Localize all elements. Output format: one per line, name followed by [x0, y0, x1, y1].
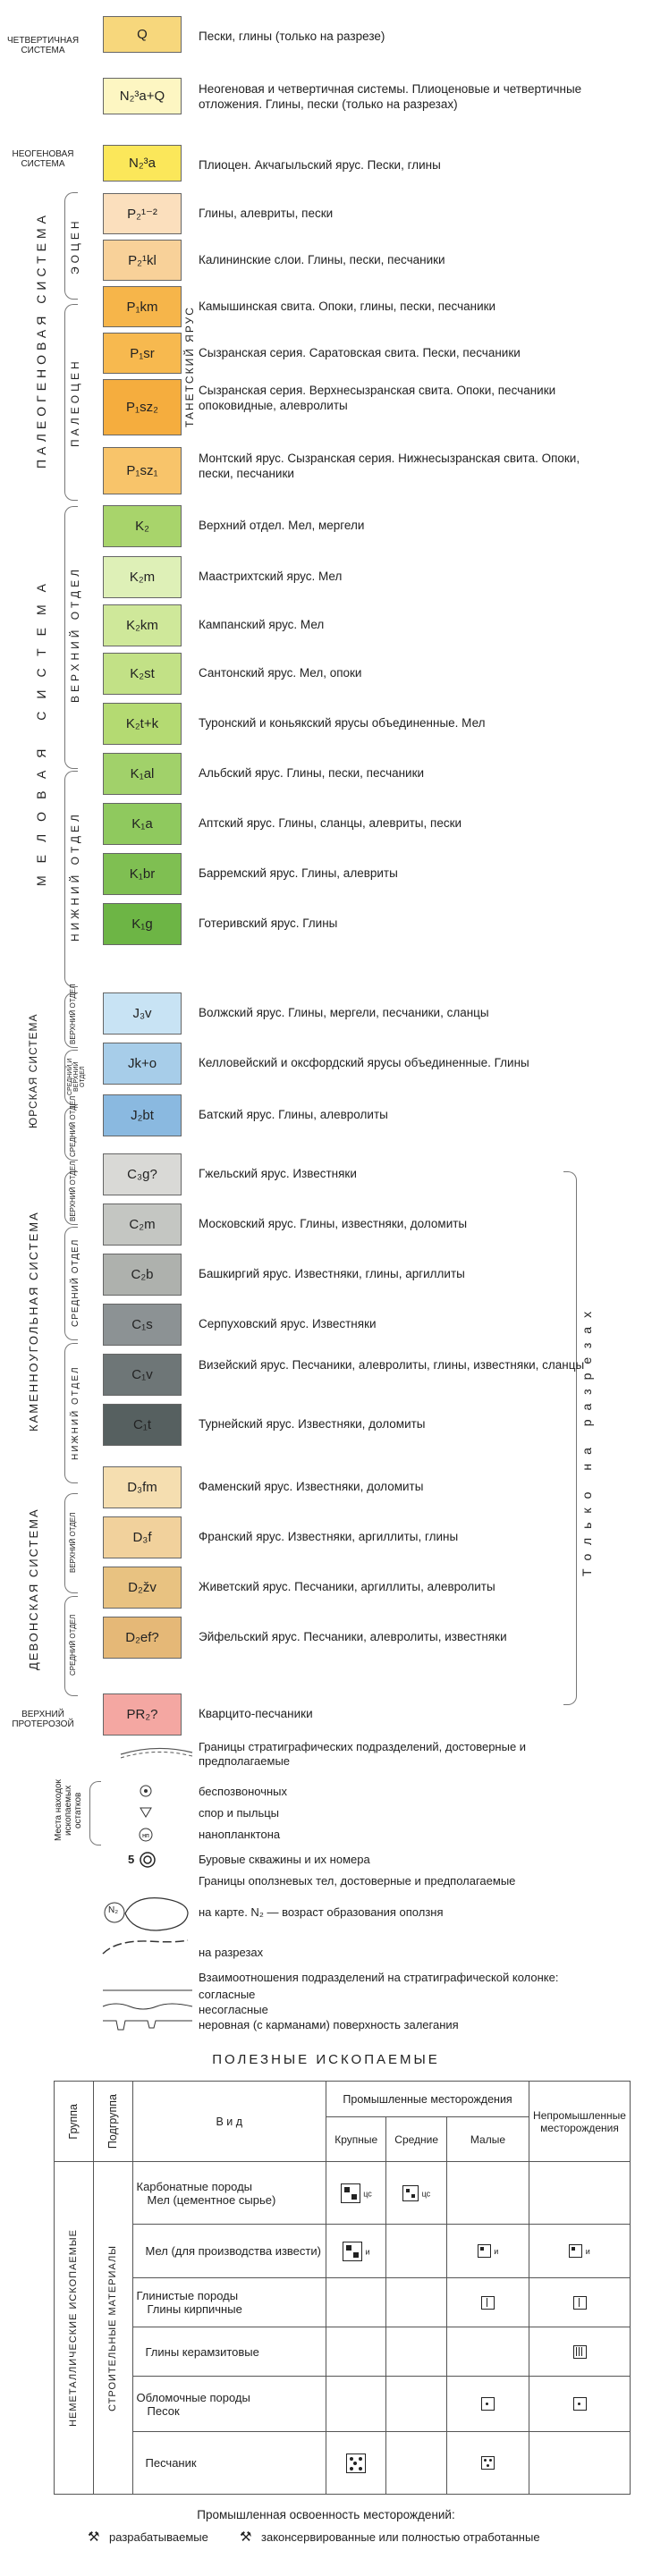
unit-description: Туронский и коньякский ярусы объединенные. Мел — [199, 716, 486, 730]
label-sandstone: Песчаник — [132, 2432, 326, 2495]
keramzit-clay-icon — [573, 2345, 587, 2359]
col-small: Малые — [446, 2117, 529, 2162]
legend-boundaries: Границы стратиграфических подразделений, достоверные и предполагаемые — [199, 1740, 527, 1768]
col-medium: Средние — [386, 2117, 446, 2162]
spores-icon — [139, 1805, 153, 1820]
invertebrates-icon — [139, 1784, 153, 1798]
dept-c-lower: НИЖНИЙ ОТДЕЛ — [71, 1365, 80, 1460]
unit-description: Монтский ярус. Сызранская серия. Нижнесызранская свита. Опоки, пески, песчаники — [199, 452, 580, 480]
brick-clay-icon — [573, 2296, 587, 2310]
bracket-only-sections — [563, 1171, 577, 1705]
unit-code-box: C₃g? — [103, 1153, 182, 1195]
label-clastic: Обломочные породы — [136, 2390, 250, 2404]
label-brick-clay: Глины кирпичные — [147, 2302, 242, 2316]
legend-unconformable: несогласные — [199, 2003, 268, 2016]
unit-description: Сантонский ярус. Мел, опоки — [199, 666, 362, 680]
legend-on-sections: на разрезах — [199, 1946, 264, 1959]
unit-code-box: C₂m — [103, 1204, 182, 1246]
cell-large-cement — [326, 2162, 386, 2225]
unit-code-box: P₂¹kl — [103, 240, 182, 281]
unit-description: Альбский ярус. Глины, пески, песчаники — [199, 766, 425, 780]
cell-nonind-sand — [529, 2377, 631, 2432]
unit-description: Волжский ярус. Глины, мергели, песчаники, сланцы — [199, 1006, 489, 1019]
unit-code-box: K₂ — [103, 505, 182, 547]
legend-nanoplankton: нанопланктона — [199, 1828, 281, 1841]
unit-code-box: P₁sz₂ — [103, 379, 182, 435]
legend-boreholes: Буровые скважины и их номера — [199, 1853, 370, 1866]
col-kind: В и д — [132, 2082, 326, 2162]
unit-description: Живетский ярус. Песчаники, аргиллиты, алевролиты — [199, 1580, 495, 1593]
large-deposit-icon — [341, 2183, 360, 2203]
sandstone-icon — [481, 2456, 495, 2470]
unit-code-box: K₂st — [103, 653, 182, 695]
system-jurassic: ЮРСКАЯ СИСТЕМА — [27, 1013, 39, 1128]
cell-medium-cement — [386, 2162, 446, 2225]
unit-code-box: C₁v — [103, 1354, 182, 1396]
unit-description: Московский ярус. Глины, известняки, доломиты — [199, 1217, 468, 1230]
system-cretaceous: МЕЛОВАЯ СИСТЕМА — [34, 571, 48, 886]
unit-description: Кварцито-песчаники — [199, 1707, 313, 1720]
unit-description: Аптский ярус. Глины, сланцы, алевриты, пески — [199, 816, 462, 830]
row-chalk-cement — [132, 2162, 326, 2225]
unit-code-box: PR₂? — [103, 1693, 182, 1736]
unit-description: Барремский ярус. Глины, алевриты — [199, 866, 398, 880]
unit-description: Камышинская свита. Опоки, глины, пески, песчаники — [199, 300, 496, 313]
dept-eocene: ЭОЦЕН — [69, 217, 81, 274]
cell-small-lime — [446, 2225, 529, 2278]
cell-small-sand — [446, 2377, 529, 2432]
sandstone-icon — [346, 2454, 366, 2473]
dept-k-upper: ВЕРХНИЙ ОТДЕЛ — [69, 566, 81, 704]
dept-k-lower: НИЖНИЙ ОТДЕЛ — [69, 811, 81, 942]
col-industrial: Промышленные месторождения — [326, 2082, 529, 2117]
system-paleogene: ПАЛЕОГЕНОВАЯ СИСТЕМА — [34, 211, 48, 469]
unit-description: Маастрихтский ярус. Мел — [199, 570, 343, 583]
unit-description: Верхний отдел. Мел, мергели — [199, 519, 365, 532]
landslide-section-icon — [98, 1936, 197, 1958]
nonindustrial-deposit-icon — [569, 2244, 582, 2258]
row-brick-clay — [132, 2278, 326, 2327]
dept-d-middle: СРЕДНИЙ ОТДЕЛ — [69, 1614, 77, 1677]
col-large: Крупные — [326, 2117, 386, 2162]
tag-cs-2: цс — [421, 2188, 431, 2198]
unit-code-box: K₁al — [103, 753, 182, 795]
dept-c-upper: ВЕРХНИЙ ОТДЕЛ — [69, 1161, 77, 1221]
unit-description: Серпуховский ярус. Известняки — [199, 1317, 377, 1330]
unit-code-box: D₂ef? — [103, 1617, 182, 1659]
unit-description: Турнейский ярус. Известняки, доломиты — [199, 1417, 426, 1431]
system-quaternary: ЧЕТВЕРТИЧНАЯ СИСТЕМА — [7, 36, 80, 55]
dept-paleocene: ПАЛЕОЦЕН — [69, 358, 81, 447]
label-clay: Глинистые породы — [136, 2289, 239, 2302]
unit-code-box: Q — [103, 16, 182, 53]
brick-clay-icon — [481, 2296, 495, 2310]
system-proterozoic: ВЕРХНИЙ ПРОТЕРОЗОЙ — [12, 1710, 74, 1729]
cell-large-sandstone — [326, 2432, 386, 2495]
unit-code-box: K₂t+k — [103, 703, 182, 745]
unit-code-box: Jk+o — [103, 1043, 182, 1085]
mothballed-icon: ⚒ — [240, 2530, 252, 2545]
subgroup-name: СТРОИТЕЛЬНЫЕ МАТЕРИАЛЫ — [107, 2244, 119, 2411]
unit-code-box: D₂žv — [103, 1567, 182, 1609]
unit-code-box: P₂¹⁻² — [103, 193, 182, 234]
large-deposit-icon — [343, 2242, 362, 2261]
unit-code-box: K₁g — [103, 903, 182, 945]
dept-thanetian: ТАНЕТСКИЙ ЯРУС — [183, 306, 196, 427]
unit-description: Готеривский ярус. Глины — [199, 916, 338, 930]
dept-j-upper: ВЕРХНИЙ ОТДЕЛ — [69, 984, 77, 1044]
cell-nonind-brick — [529, 2278, 631, 2327]
boundary-line-icon — [116, 1742, 197, 1760]
developed-icon: ⚒ — [88, 2530, 100, 2545]
tag-cs: цс — [363, 2188, 372, 2198]
unit-description: Гжельский ярус. Известняки — [199, 1167, 357, 1180]
unit-description: Калининские слои. Глины, пески, песчаники — [199, 253, 445, 266]
borehole-icon — [139, 1851, 157, 1869]
mothballed-label: законсервированные или полностью отработанные — [261, 2530, 540, 2544]
unit-description: Плиоцен. Акчагыльский ярус. Пески, глины — [199, 158, 441, 172]
label-keramzit: Глины керамзитовые — [132, 2327, 326, 2377]
unit-description: Пески, глины (только на разрезе) — [199, 30, 385, 43]
unit-description: Эйфельский ярус. Песчаники, алевролиты, известняки — [199, 1630, 507, 1643]
legend-fossil-title: Места находок ископаемых остатков — [54, 1779, 83, 1842]
relations-icon — [98, 1983, 197, 2037]
system-devonian: ДЕВОНСКАЯ СИСТЕМА — [27, 1508, 40, 1671]
label-sand: Песок — [147, 2403, 180, 2418]
unit-code-box: D₃fm — [103, 1466, 182, 1508]
unit-code-box: C₂b — [103, 1254, 182, 1296]
label-carbonate: Карбонатные породы — [136, 2179, 253, 2193]
unit-code-box: N₂³a+Q — [103, 78, 182, 114]
label-chalk-cement: Мел (цементное сырье) — [147, 2192, 276, 2207]
cell-small-brick — [446, 2278, 529, 2327]
unit-code-box: C₁s — [103, 1304, 182, 1346]
col-group: Группа — [67, 2103, 80, 2140]
unit-code-box: P₁sr — [103, 333, 182, 374]
tag-i-3: и — [585, 2246, 590, 2256]
development-title: Промышленная освоенность месторождений: — [197, 2508, 455, 2521]
medium-deposit-icon — [402, 2185, 419, 2201]
dept-j-middle-upper: СРЕДНИЙ И ВЕРХНИЙ ОТДЕЛ — [67, 1058, 86, 1095]
bracket-fossils — [89, 1781, 101, 1845]
unit-description: Сызранская серия. Верхнесызранская свита. Опоки, песчаники опоковидные, алевролиты — [199, 384, 556, 412]
developed-label: разрабатываемые — [109, 2530, 208, 2544]
unit-code-box: P₁km — [103, 286, 182, 327]
unit-code-box: N₂³a — [103, 145, 182, 182]
cell-nonind-lime — [529, 2225, 631, 2278]
unit-code-box: K₁a — [103, 803, 182, 845]
unit-code-box: J₂bt — [103, 1094, 182, 1136]
col-nonindustrial: Непромышленные месторождения — [529, 2082, 631, 2162]
minerals-title: ПОЛЕЗНЫЕ ИСКОПАЕМЫЕ — [212, 2052, 440, 2067]
legend-landslide: Границы оползневых тел, достоверные и предполагаемые — [199, 1874, 516, 1888]
borehole-number: 5 — [128, 1853, 135, 1866]
legend-spores: спор и пыльцы — [199, 1806, 280, 1820]
unit-description: Неогеновая и четвертичная системы. Плиоценовые и четвертичные отложения. Глины, пески (только на разрезах) — [199, 82, 582, 111]
unit-description: Башкиргий ярус. Известняки, глины, аргиллиты — [199, 1267, 465, 1280]
minerals-table — [54, 2081, 631, 2495]
unit-description: Франский ярус. Известняки, аргиллиты, глины — [199, 1530, 459, 1543]
col-subgroup: Подгруппа — [106, 2093, 120, 2149]
unit-description: Визейский ярус. Песчаники, алевролиты, глины, известняки, сланцы — [199, 1358, 585, 1372]
tag-i: и — [365, 2246, 370, 2256]
system-carboniferous: КАМЕННОУГОЛЬНАЯ СИСТЕМА — [27, 1211, 40, 1432]
legend-uneven: неровная (с карманами) поверхность залегания — [199, 2018, 459, 2031]
unit-description: Батский ярус. Глины, алевролиты — [199, 1108, 388, 1121]
dept-c-middle: СРЕДНИЙ ОТДЕЛ — [71, 1238, 80, 1328]
dept-d-upper: ВЕРХНИЙ ОТДЕЛ — [69, 1512, 77, 1573]
sand-icon — [573, 2397, 587, 2411]
unit-code-box: J₃v — [103, 992, 182, 1035]
legend-relations: Взаимоотношения подразделений на стратиграфической колонке: — [199, 1971, 559, 1984]
system-neogene: НЕОГЕНОВАЯ СИСТЕМА — [12, 149, 74, 169]
legend-on-map: на карте. N₂ — возраст образования оползня — [199, 1905, 444, 1919]
row-sand — [132, 2377, 326, 2432]
unit-code-box: K₂m — [103, 556, 182, 598]
cell-nonind-keramzit — [529, 2327, 631, 2377]
dept-only-sections: Только на разрезах — [580, 1302, 594, 1577]
dept-j-middle: СРЕДНИЙ ОТДЕЛ — [69, 1095, 77, 1157]
svg-text:нп: нп — [142, 1833, 149, 1839]
nanoplankton-icon — [137, 1827, 155, 1843]
legend-conformable: согласные — [199, 1988, 256, 2001]
unit-code-box: P₁sz₁ — [103, 447, 182, 494]
cell-large-lime — [326, 2225, 386, 2278]
unit-description: Кампанский ярус. Мел — [199, 618, 325, 631]
unit-code-box: K₂km — [103, 604, 182, 646]
tag-i-2: и — [494, 2246, 499, 2256]
unit-description: Фаменский ярус. Известняки, доломиты — [199, 1480, 424, 1493]
label-chalk-lime: Мел (для производства извести) — [132, 2225, 326, 2278]
sand-icon — [481, 2397, 495, 2411]
unit-description: Келловейский и оксфордский ярусы объединенные. Глины — [199, 1056, 529, 1069]
unit-description: Глины, алевриты, пески — [199, 207, 334, 220]
small-deposit-icon — [478, 2244, 491, 2258]
cell-small-sandstone — [446, 2432, 529, 2495]
legend-invertebrates: беспозвоночных — [199, 1785, 288, 1798]
unit-code-box: C₁t — [103, 1404, 182, 1446]
landslide-label: N₂ — [108, 1905, 119, 1915]
unit-code-box: D₃f — [103, 1516, 182, 1558]
unit-description: Сызранская серия. Саратовская свита. Пески, песчаники — [199, 346, 521, 359]
unit-code-box: K₁br — [103, 853, 182, 895]
group-name: НЕМЕТАЛЛИЧЕСКИЕ ИСКОПАЕМЫЕ — [68, 2229, 80, 2427]
